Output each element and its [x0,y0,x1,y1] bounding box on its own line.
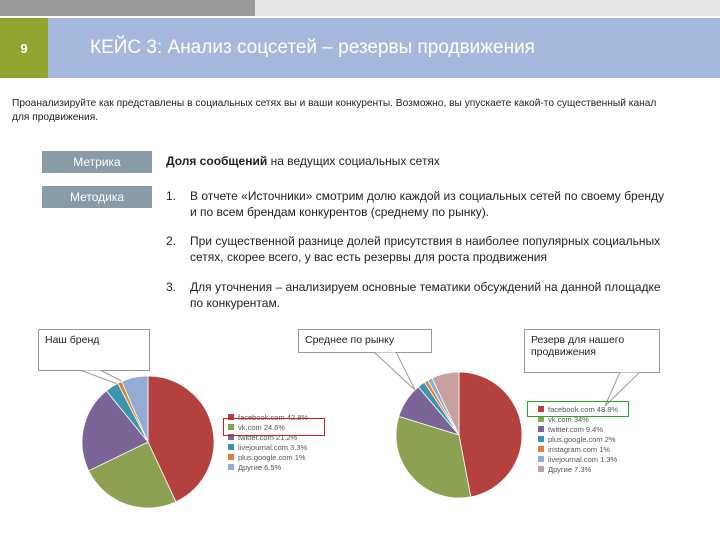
top-bar-dark [0,0,255,16]
legend-label: twitter.com 21.2% [238,432,298,442]
step-number: 1. [166,189,177,203]
legend-swatch [538,436,544,442]
legend-swatch [228,464,234,470]
legend-item [538,424,618,434]
legend-label: Другие 7.3% [548,464,592,474]
legend-label: vk.com 24.6% [238,422,286,432]
metric-label: Метрика [42,151,152,173]
pie-slice [459,372,522,497]
pie-chart-brand [80,374,216,510]
legend-swatch [228,444,234,450]
highlight-market-vk [527,401,629,417]
legend-item [228,452,308,462]
legend-label: facebook.com 42.8% [238,412,309,422]
page-title: КЕЙС 3: Анализ соцсетей – резервы продвижения [90,37,535,58]
legend-label: plus.google.com 2% [548,434,616,444]
callout-brand: Наш бренд [38,329,150,371]
pie-chart-market [394,370,524,500]
legend-label: livejournal.com 3.3% [238,442,308,452]
step-number: 3. [166,280,177,294]
legend-swatch [538,446,544,452]
callout-reserve: Резерв для нашего продвижения [524,329,660,373]
legend-item [228,462,308,472]
legend-swatch [228,454,234,460]
legend-swatch [538,426,544,432]
legend-label: vk.com 34% [548,414,589,424]
callout-market: Среднее по рынку [298,329,432,353]
step-number: 2. [166,234,177,248]
legend-label: twitter.com 9.4% [548,424,604,434]
method-label: Методика [42,186,152,208]
legend-item [538,444,618,454]
step-text: В отчете «Источники» смотрим долю каждой из социальных сетей по своему бренду и по всем брендам конкурентов (среднему по рынку). [190,189,664,219]
legend-label: Другие 6.5% [238,462,282,472]
legend-label: instagram.com 1% [548,444,611,454]
legend-item [538,464,618,474]
step-text: При существенной разнице долей присутствия в наиболее популярных социальных сетях, скорее всего, у вас есть резервы для роста продвижения [190,234,661,264]
highlight-brand-vk [223,418,325,436]
slide-number: 9 [0,18,48,78]
top-bar-light [255,0,720,16]
metric-description [166,154,440,168]
legend-label: livejournal.com 1.3% [548,454,618,464]
metric-rest: на ведущих социальных сетях [267,154,440,168]
legend-label: plus.google.com 1% [238,452,306,462]
legend-label: facebook.com 48.8% [548,404,619,414]
intro-text: Проанализируйте как представлены в социальных сетях вы и ваши конкуренты. Возможно, вы упускаете какой-то существенный канал для продвижения. [12,98,657,123]
legend-item [538,434,618,444]
legend-swatch [538,456,544,462]
legend-item [228,442,308,452]
metric-bold: Доля сообщений [166,154,268,168]
legend-swatch [538,466,544,472]
step-text: Для уточнения – анализируем основные тематики обсуждений на данной площадке по конкурентам. [190,280,661,310]
legend-item [538,454,618,464]
